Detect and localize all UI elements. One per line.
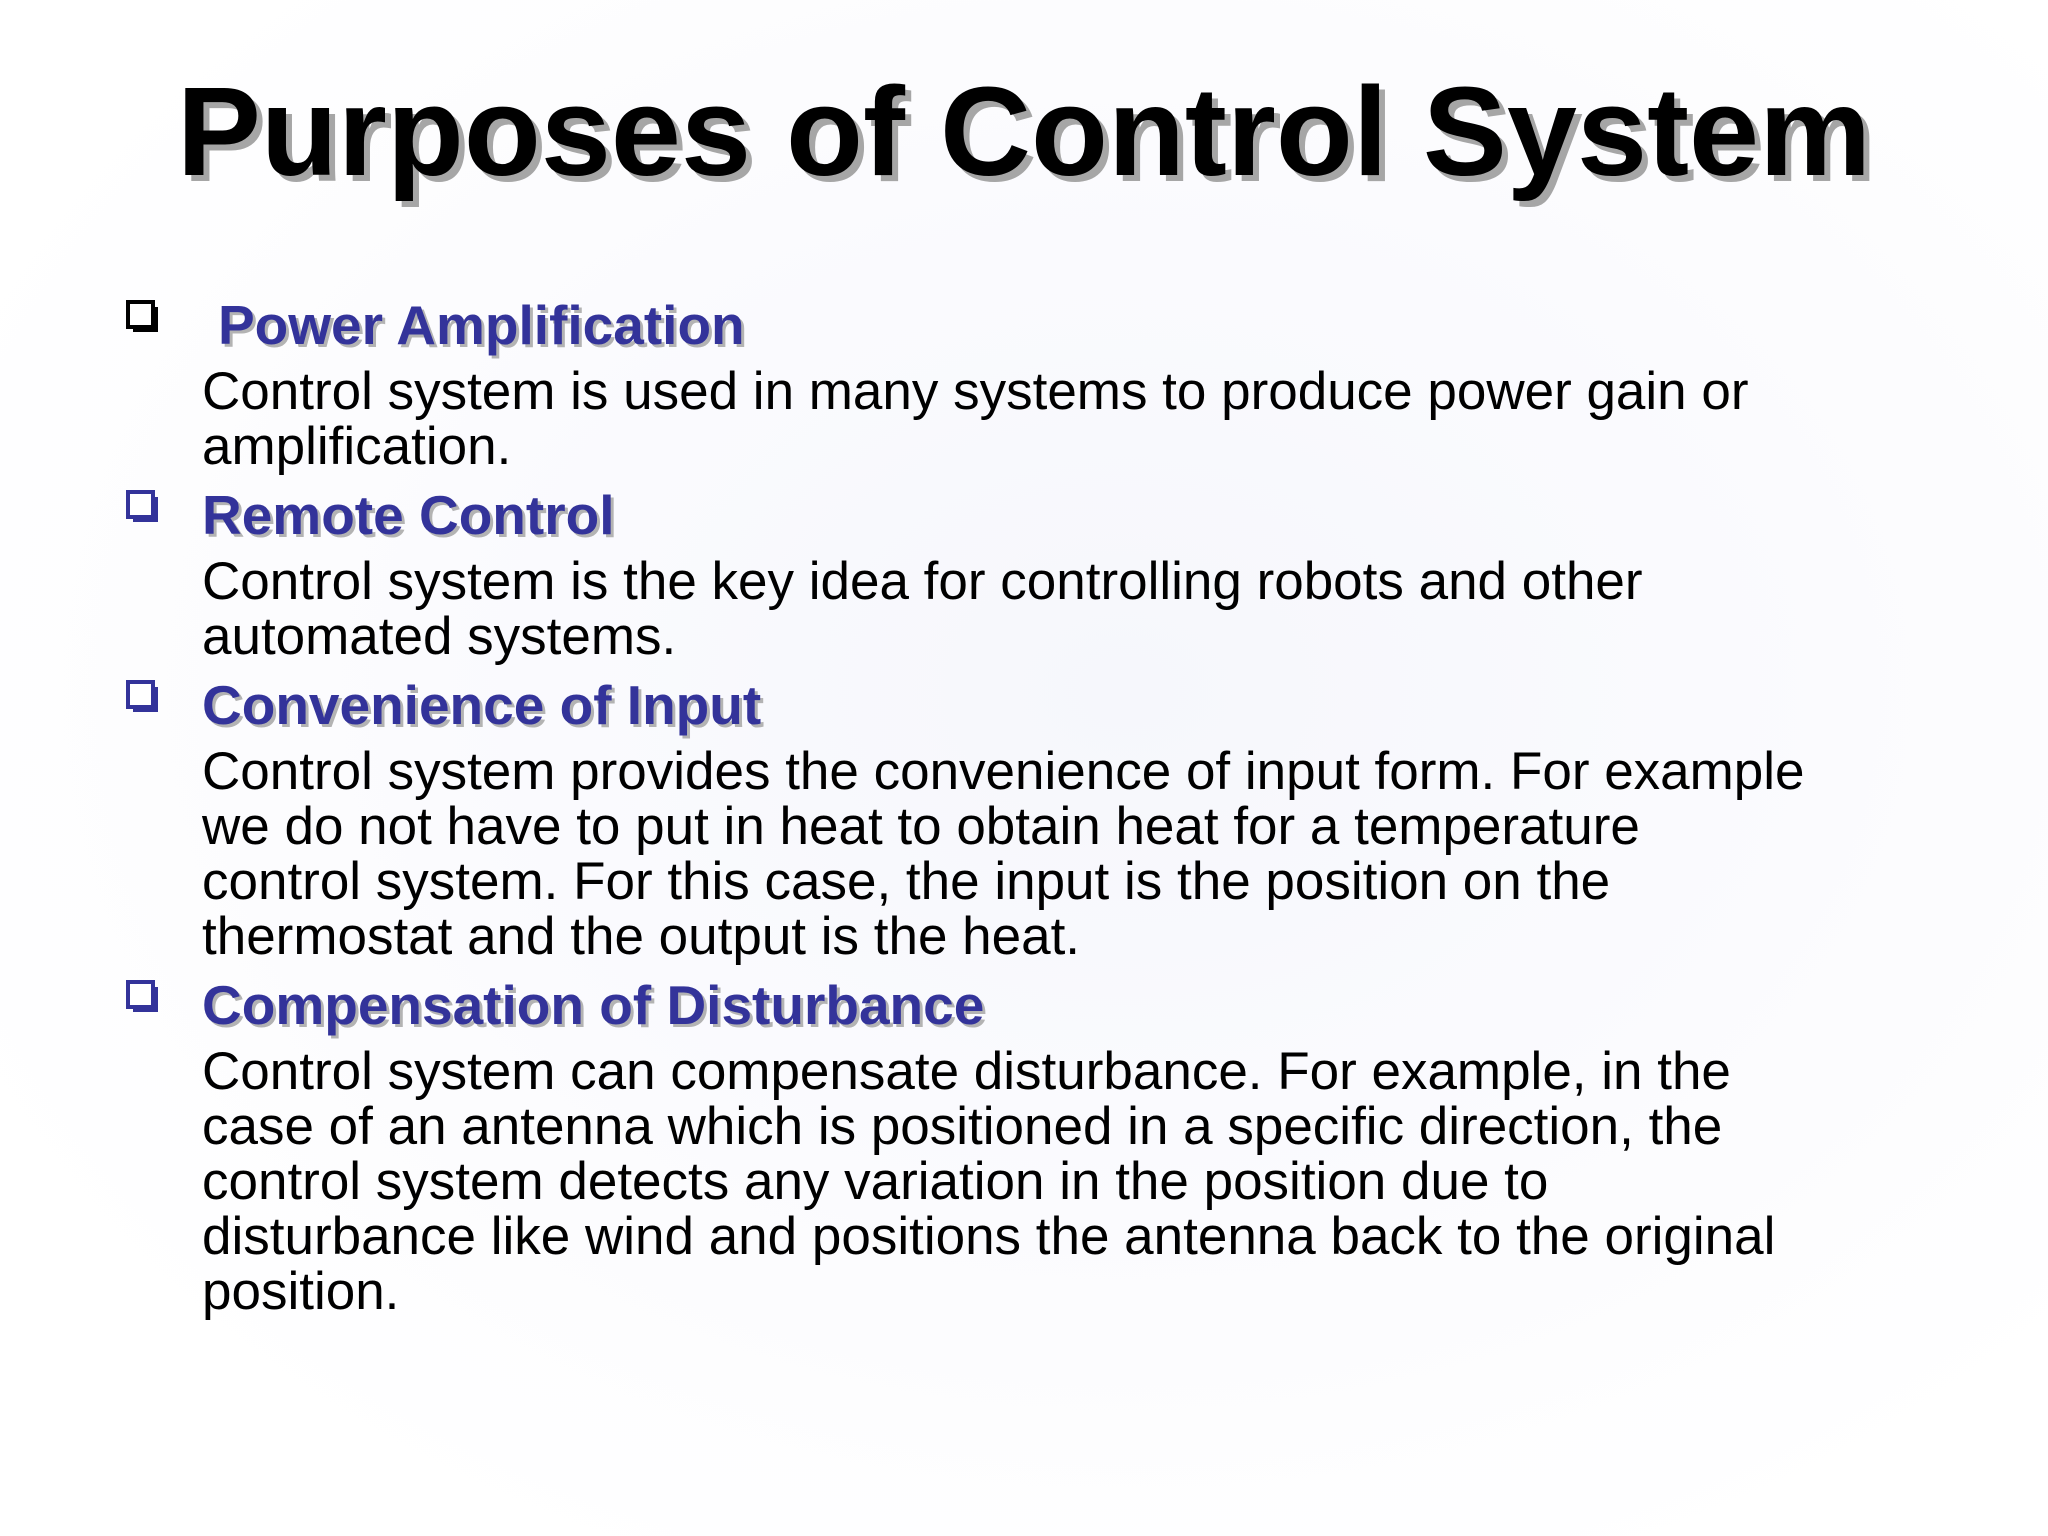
- list-item-power-amplification: [124, 292, 2004, 482]
- square-bullet-icon: [126, 680, 160, 714]
- bullet-list: [124, 292, 2004, 1327]
- square-bullet-icon: [126, 980, 160, 1014]
- item-description: Control system provides the convenience of input form. For example we do not have to put in heat to obtain heat for a temperature control system. For this case, the input is the position on the thermostat and the output is the heat.: [202, 742, 1805, 966]
- item-description: Control system is used in many systems to produce power gain or amplification.: [202, 362, 1749, 476]
- item-heading: Remote Control: [202, 484, 615, 546]
- square-bullet-icon: [126, 300, 160, 334]
- item-description: Control system can compensate disturbance. For example, in the case of an antenna which is positioned in a specific direction, the control system detects any variation in the position due to disturbance like wind and positions the antenna back to the original position.: [202, 1042, 1776, 1321]
- item-heading: Power Amplification: [218, 294, 745, 356]
- list-item-compensation-of-disturbance: [124, 972, 2004, 1327]
- item-description: Control system is the key idea for controlling robots and other automated systems.: [202, 552, 1643, 666]
- list-item-remote-control: [124, 482, 2004, 672]
- item-heading: Compensation of Disturbance: [202, 974, 985, 1036]
- slide-title: Purposes of Control System: [176, 61, 1872, 202]
- list-item-convenience-of-input: [124, 672, 2004, 972]
- item-heading: Convenience of Input: [202, 674, 762, 736]
- square-bullet-icon: [126, 490, 160, 524]
